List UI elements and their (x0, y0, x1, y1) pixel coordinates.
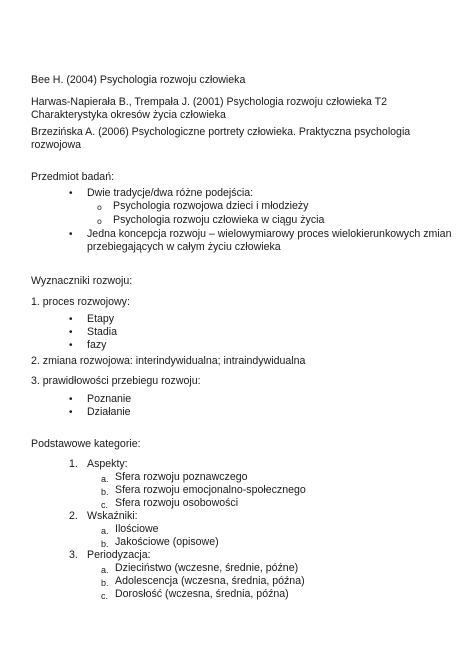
reference-2-line2: Charakterystyka okresów życia człowieka (31, 109, 226, 121)
category-1-item-2: Sfera rozwoju emocjonalno-społecznego (115, 484, 306, 496)
determinants-p3-item-2: Działanie (87, 406, 131, 418)
determinants-p1-item-1: Etapy (87, 313, 115, 325)
subject-subitem-1: Psychologia rozwojowa dzieci i młodzieży (113, 200, 309, 212)
list-letter: b. (101, 539, 109, 549)
category-3-label: Periodyzacja: (87, 549, 151, 561)
bullet-icon: • (69, 407, 73, 418)
list-letter: a. (101, 526, 109, 536)
bullet-icon: • (69, 314, 73, 325)
category-1-label: Aspekty: (87, 458, 128, 470)
category-2-item-2: Jakościowe (opisowe) (115, 536, 219, 548)
determinants-p1-item-2: Stadia (87, 326, 118, 338)
reference-1: Bee H. (2004) Psychologia rozwoju człowieka (31, 74, 246, 86)
category-3-item-3: Dorosłość (wczesna, średnia, późna) (115, 588, 289, 600)
bullet-icon: • (69, 327, 73, 338)
category-1-item-3: Sfera rozwoju osobowości (115, 497, 239, 509)
category-2-number: 2. (69, 510, 78, 522)
bullet-icon: • (69, 340, 73, 351)
bullet-icon: • (69, 394, 73, 405)
category-3-item-2: Adolescencja (wczesna, średnia, późna) (115, 575, 305, 587)
list-letter: c. (101, 500, 109, 510)
category-3-item-1: Dzieciństwo (wczesne, średnie, późne) (115, 562, 299, 574)
determinants-point-3: 3. prawidłowości przebiegu rozwoju: (31, 375, 201, 387)
determinants-heading: Wyznaczniki rozwoju: (31, 275, 133, 287)
subject-heading: Przedmiot badań: (31, 171, 115, 183)
category-3-number: 3. (69, 549, 78, 561)
determinants-point-2: 2. zmiana rozwojowa: interindywidualna; intraindywidualna (31, 355, 306, 367)
category-2-label: Wskaźniki: (87, 510, 138, 522)
subject-item-1: Dwie tradycje/dwa różne podejścia: (87, 187, 254, 199)
bullet-icon: • (69, 188, 73, 199)
circle-bullet-icon: o (97, 203, 102, 212)
subject-item-2-line2: przebiegających w całym życiu człowieka (87, 241, 281, 253)
list-letter: c. (101, 591, 109, 601)
category-1-item-1: Sfera rozwoju poznawczego (115, 471, 248, 483)
category-2-item-1: Ilościowe (115, 523, 159, 535)
list-letter: b. (101, 487, 109, 497)
circle-bullet-icon: o (97, 217, 102, 226)
subject-item-2-line1: Jedna koncepcja rozwoju – wielowymiarowy proces wielokierunkowych zmian (87, 228, 452, 240)
reference-3-line1: Brzezińska A. (2006) Psychologiczne portrety człowieka. Praktyczna psychologia (31, 126, 411, 138)
determinants-point-1: 1. proces rozwojowy: (31, 296, 130, 308)
determinants-p3-item-1: Poznanie (87, 393, 132, 405)
list-letter: a. (101, 565, 109, 575)
list-letter: b. (101, 578, 109, 588)
bullet-icon: • (69, 229, 73, 240)
list-letter: a. (101, 474, 109, 484)
category-1-number: 1. (69, 458, 78, 470)
determinants-p1-item-3: fazy (87, 339, 107, 351)
reference-2-line1: Harwas-Napierała B., Trempała J. (2001) Psychologia rozwoju człowieka T2 (31, 96, 388, 108)
subject-subitem-2: Psychologia rozwoju człowieka w ciągu życia (113, 214, 325, 226)
reference-3-line2: rozwojowa (31, 139, 82, 151)
categories-heading: Podstawowe kategorie: (31, 438, 141, 450)
